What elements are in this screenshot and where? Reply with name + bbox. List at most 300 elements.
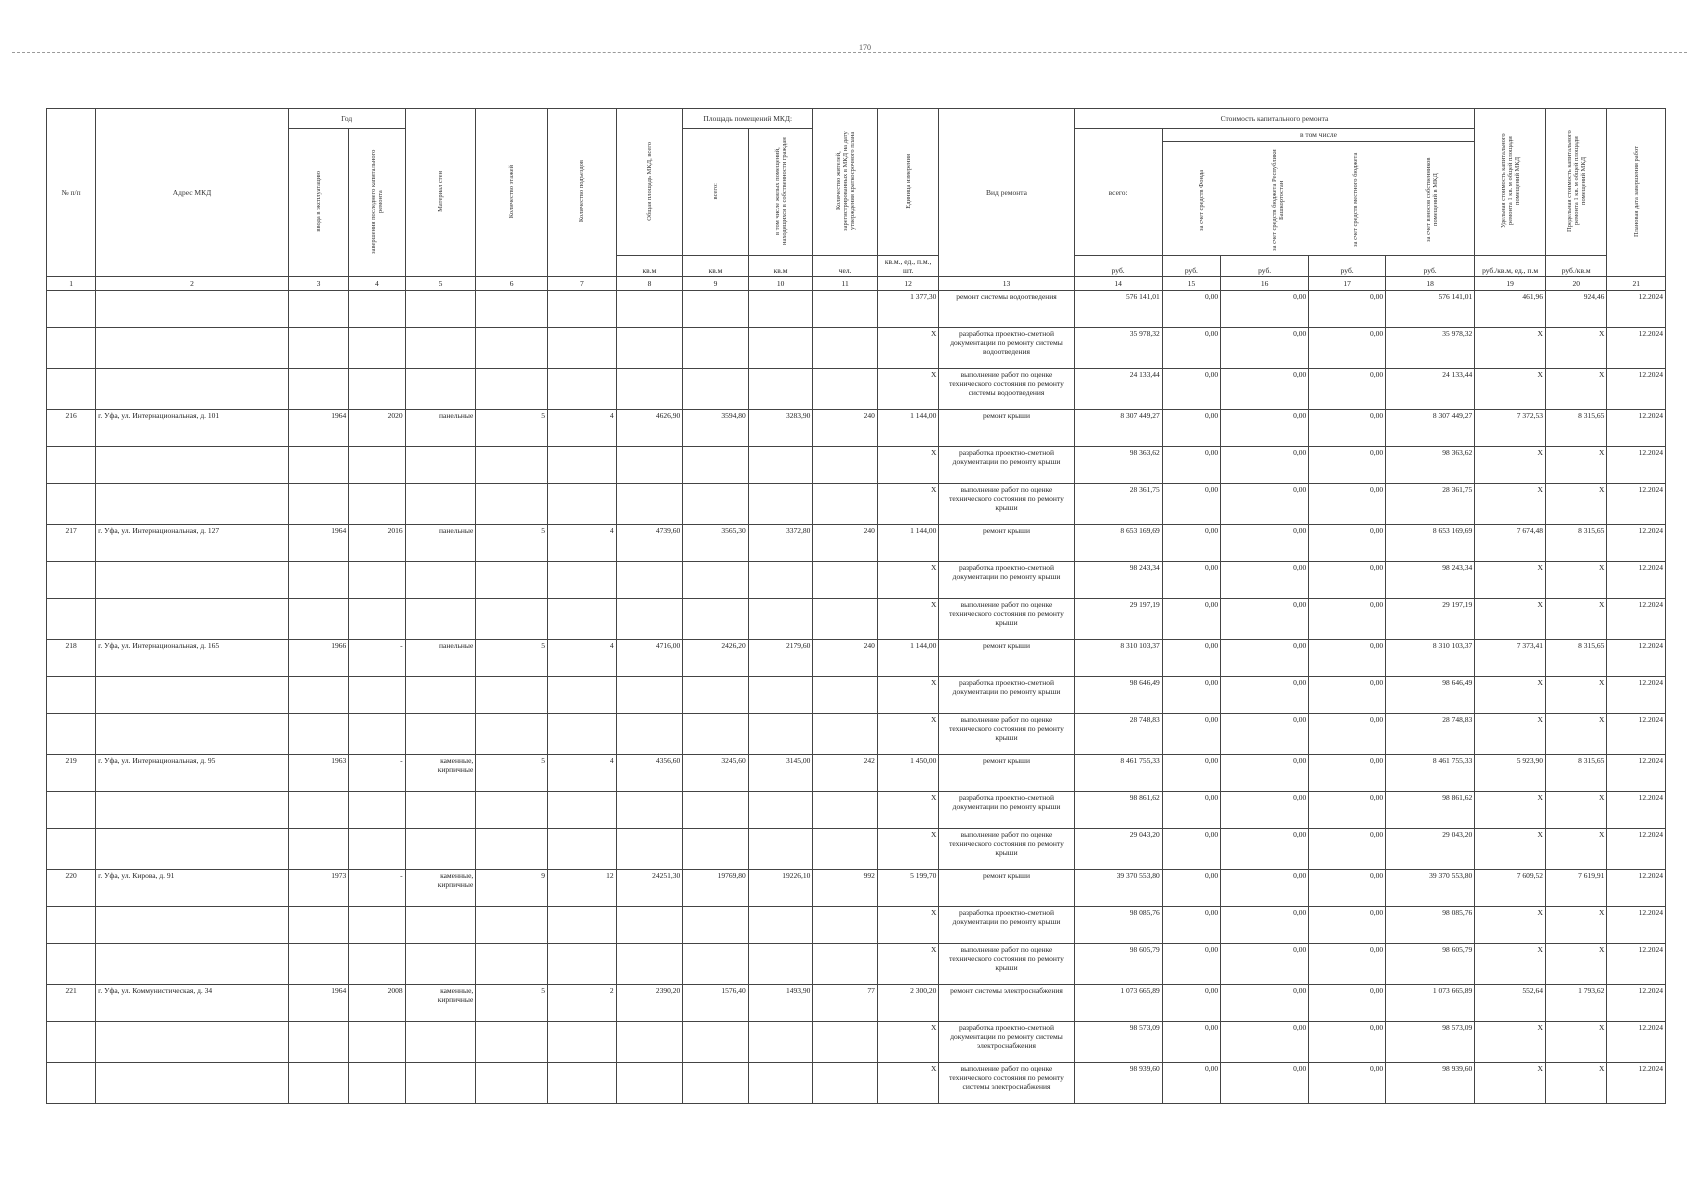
cell-work: выполнение работ по оценке технического состояния по ремонту крыши bbox=[939, 944, 1074, 985]
cell-local: 0,00 bbox=[1309, 291, 1386, 328]
cell-work: ремонт системы электроснабжения bbox=[939, 985, 1074, 1022]
cell-residents bbox=[813, 447, 878, 484]
cell-work: выполнение работ по оценке технического состояния по ремонту системы водоотведения bbox=[939, 369, 1074, 410]
cell-rb: 0,00 bbox=[1221, 944, 1309, 985]
header-cost-group: Стоимость капитального ремонта bbox=[1074, 109, 1475, 129]
header-col-20-text: Предельная стоимость капитального ремонта 1 кв. м общей площади помещений МКД bbox=[1565, 130, 1587, 232]
cell-area-all: 3565,30 bbox=[683, 525, 749, 562]
cell-address bbox=[96, 484, 289, 525]
cell-repaired bbox=[349, 907, 405, 944]
cell-no bbox=[47, 328, 96, 369]
cell-owners: 35 978,32 bbox=[1386, 328, 1475, 369]
cell-work: выполнение работ по оценке технического состояния по ремонту крыши bbox=[939, 714, 1074, 755]
cell-owners: 28 361,75 bbox=[1386, 484, 1475, 525]
cell-material: каменные, кирпичные bbox=[405, 870, 476, 907]
cell-owners: 576 141,01 bbox=[1386, 291, 1475, 328]
cell-limit: X bbox=[1545, 829, 1606, 870]
cell-specific: 7 609,52 bbox=[1475, 870, 1546, 907]
cell-area-res: 1493,90 bbox=[748, 985, 813, 1022]
cell-no bbox=[47, 369, 96, 410]
header-col-17-text: за счет средств местного бюджета bbox=[1351, 152, 1359, 248]
unit-col-16: руб. bbox=[1221, 256, 1309, 277]
cell-floors: 5 bbox=[476, 985, 548, 1022]
cell-fund: 0,00 bbox=[1162, 291, 1220, 328]
cell-built bbox=[288, 1022, 348, 1063]
cell-local: 0,00 bbox=[1309, 410, 1386, 447]
cell-limit: 924,46 bbox=[1545, 291, 1606, 328]
cell-specific: 461,96 bbox=[1475, 291, 1546, 328]
cell-rb: 0,00 bbox=[1221, 985, 1309, 1022]
cell-area-res: 3283,90 bbox=[748, 410, 813, 447]
cell-material bbox=[405, 369, 476, 410]
cell-total: 39 370 553,80 bbox=[1074, 870, 1162, 907]
cell-total-area bbox=[616, 792, 683, 829]
cell-address bbox=[96, 291, 289, 328]
cell-repaired bbox=[349, 291, 405, 328]
cell-entrances bbox=[548, 907, 617, 944]
header-col-19 bbox=[1475, 109, 1546, 256]
cell-entrances bbox=[548, 328, 617, 369]
cell-total: 98 861,62 bbox=[1074, 792, 1162, 829]
cell-repaired bbox=[349, 792, 405, 829]
cell-local: 0,00 bbox=[1309, 1022, 1386, 1063]
cell-total-area: 4356,60 bbox=[616, 755, 683, 792]
cell-area-res bbox=[748, 1022, 813, 1063]
cell-floors bbox=[476, 447, 548, 484]
cell-limit: 8 315,65 bbox=[1545, 640, 1606, 677]
cell-built: 1964 bbox=[288, 410, 348, 447]
cell-unit: X bbox=[877, 1063, 938, 1104]
col-number: 6 bbox=[476, 277, 548, 291]
cell-total-area bbox=[616, 1022, 683, 1063]
cell-repaired bbox=[349, 677, 405, 714]
header-year-group: Год bbox=[288, 109, 405, 129]
header-col-11-text: Количество жителей, зарегистрированных в МКД на дату утверждения краткосрочного плана bbox=[834, 131, 856, 231]
cell-owners: 98 363,62 bbox=[1386, 447, 1475, 484]
cell-limit: X bbox=[1545, 944, 1606, 985]
cell-date: 12.2024 bbox=[1607, 562, 1666, 599]
header-col-3-text: ввода в эксплуатацию bbox=[315, 171, 323, 232]
cell-residents bbox=[813, 907, 878, 944]
cell-total-area: 4716,00 bbox=[616, 640, 683, 677]
header-col-7-text: Количество подъездов bbox=[578, 160, 586, 223]
cell-rb: 0,00 bbox=[1221, 291, 1309, 328]
cell-date: 12.2024 bbox=[1607, 944, 1666, 985]
cell-floors bbox=[476, 907, 548, 944]
cell-limit: 8 315,65 bbox=[1545, 525, 1606, 562]
cell-owners: 98 573,09 bbox=[1386, 1022, 1475, 1063]
cell-limit: X bbox=[1545, 1063, 1606, 1104]
cell-limit: X bbox=[1545, 714, 1606, 755]
cell-rb: 0,00 bbox=[1221, 677, 1309, 714]
cell-unit: 2 300,20 bbox=[877, 985, 938, 1022]
cell-built bbox=[288, 599, 348, 640]
cell-total: 8 461 755,33 bbox=[1074, 755, 1162, 792]
header-col-16-text: за счет средств бюджета Республики Башкортостан bbox=[1271, 149, 1286, 251]
cell-no bbox=[47, 944, 96, 985]
cell-rb: 0,00 bbox=[1221, 755, 1309, 792]
header-row-1 bbox=[47, 109, 1666, 129]
cell-local: 0,00 bbox=[1309, 829, 1386, 870]
header-col-8-text: Общая площадь МКД, всего bbox=[645, 141, 653, 221]
cell-total: 8 307 449,27 bbox=[1074, 410, 1162, 447]
cell-floors bbox=[476, 599, 548, 640]
cell-owners: 98 605,79 bbox=[1386, 944, 1475, 985]
cell-total-area bbox=[616, 562, 683, 599]
cell-entrances bbox=[548, 1022, 617, 1063]
cell-rb: 0,00 bbox=[1221, 1022, 1309, 1063]
header-col-6-text: Количество этажей bbox=[508, 164, 516, 219]
cell-rb: 0,00 bbox=[1221, 328, 1309, 369]
cell-rb: 0,00 bbox=[1221, 907, 1309, 944]
cell-no bbox=[47, 907, 96, 944]
cell-floors bbox=[476, 291, 548, 328]
header-col-5-text: Материал стен bbox=[436, 171, 444, 212]
header-col-21 bbox=[1607, 109, 1666, 277]
cell-repaired bbox=[349, 714, 405, 755]
cell-unit: X bbox=[877, 829, 938, 870]
cell-specific: X bbox=[1475, 484, 1546, 525]
cell-local: 0,00 bbox=[1309, 907, 1386, 944]
cell-area-res bbox=[748, 1063, 813, 1104]
cell-owners: 39 370 553,80 bbox=[1386, 870, 1475, 907]
header-col-3 bbox=[288, 129, 348, 277]
cell-built bbox=[288, 1063, 348, 1104]
cell-local: 0,00 bbox=[1309, 870, 1386, 907]
cell-limit: 8 315,65 bbox=[1545, 755, 1606, 792]
cell-rb: 0,00 bbox=[1221, 792, 1309, 829]
cell-floors: 5 bbox=[476, 640, 548, 677]
cell-total: 29 043,20 bbox=[1074, 829, 1162, 870]
cell-specific: X bbox=[1475, 907, 1546, 944]
cell-local: 0,00 bbox=[1309, 755, 1386, 792]
cell-fund: 0,00 bbox=[1162, 677, 1220, 714]
cell-local: 0,00 bbox=[1309, 985, 1386, 1022]
col-number: 20 bbox=[1545, 277, 1606, 291]
header-col-12 bbox=[877, 109, 938, 256]
cell-floors bbox=[476, 829, 548, 870]
cell-total: 98 363,62 bbox=[1074, 447, 1162, 484]
cell-limit: X bbox=[1545, 484, 1606, 525]
col-number: 18 bbox=[1386, 277, 1475, 291]
cell-local: 0,00 bbox=[1309, 714, 1386, 755]
cell-work: разработка проектно-сметной документации по ремонту крыши bbox=[939, 447, 1074, 484]
cell-entrances: 4 bbox=[548, 410, 617, 447]
cell-repaired: - bbox=[349, 755, 405, 792]
cell-area-res bbox=[748, 291, 813, 328]
cell-area-res bbox=[748, 792, 813, 829]
col-number: 8 bbox=[616, 277, 683, 291]
cell-total: 29 197,19 bbox=[1074, 599, 1162, 640]
cell-rb: 0,00 bbox=[1221, 640, 1309, 677]
cell-no bbox=[47, 484, 96, 525]
cell-address: г. Уфа, ул. Коммунистическая, д. 34 bbox=[96, 985, 289, 1022]
header-col-11 bbox=[813, 109, 878, 256]
cell-unit: 1 450,00 bbox=[877, 755, 938, 792]
cell-address bbox=[96, 1022, 289, 1063]
unit-col-11: чел. bbox=[813, 256, 878, 277]
cell-address: г. Уфа, ул. Интернациональная, д. 95 bbox=[96, 755, 289, 792]
cell-unit: X bbox=[877, 1022, 938, 1063]
cell-owners: 98 861,62 bbox=[1386, 792, 1475, 829]
cell-material bbox=[405, 599, 476, 640]
cell-unit: 1 377,30 bbox=[877, 291, 938, 328]
cell-area-res bbox=[748, 599, 813, 640]
cell-area-res bbox=[748, 484, 813, 525]
cell-repaired bbox=[349, 944, 405, 985]
cell-address bbox=[96, 1063, 289, 1104]
cell-unit: X bbox=[877, 792, 938, 829]
cell-owners: 8 461 755,33 bbox=[1386, 755, 1475, 792]
cell-address bbox=[96, 328, 289, 369]
cell-fund: 0,00 bbox=[1162, 599, 1220, 640]
cell-residents bbox=[813, 484, 878, 525]
cell-entrances: 4 bbox=[548, 525, 617, 562]
cell-local: 0,00 bbox=[1309, 640, 1386, 677]
cell-residents bbox=[813, 369, 878, 410]
cell-fund: 0,00 bbox=[1162, 447, 1220, 484]
cell-repaired: - bbox=[349, 640, 405, 677]
cell-rb: 0,00 bbox=[1221, 484, 1309, 525]
cell-limit: X bbox=[1545, 907, 1606, 944]
table-row bbox=[47, 599, 1666, 640]
cell-date: 12.2024 bbox=[1607, 755, 1666, 792]
cell-area-all bbox=[683, 1022, 749, 1063]
table-row bbox=[47, 291, 1666, 328]
col-number: 13 bbox=[939, 277, 1074, 291]
cell-floors: 5 bbox=[476, 410, 548, 447]
cell-built bbox=[288, 369, 348, 410]
cell-repaired bbox=[349, 599, 405, 640]
cell-date: 12.2024 bbox=[1607, 599, 1666, 640]
cell-material bbox=[405, 829, 476, 870]
cell-limit: X bbox=[1545, 599, 1606, 640]
unit-col-15: руб. bbox=[1162, 256, 1220, 277]
col-number: 4 bbox=[349, 277, 405, 291]
cell-work: ремонт крыши bbox=[939, 410, 1074, 447]
cell-area-all bbox=[683, 907, 749, 944]
cell-total: 576 141,01 bbox=[1074, 291, 1162, 328]
cell-residents: 77 bbox=[813, 985, 878, 1022]
cell-no: 218 bbox=[47, 640, 96, 677]
column-numbers-row bbox=[47, 277, 1666, 291]
table-row bbox=[47, 985, 1666, 1022]
cell-date: 12.2024 bbox=[1607, 447, 1666, 484]
cell-area-res: 19226,10 bbox=[748, 870, 813, 907]
cell-built: 1963 bbox=[288, 755, 348, 792]
cell-unit: X bbox=[877, 907, 938, 944]
header-col-1: № п/п bbox=[47, 109, 96, 277]
cell-entrances bbox=[548, 599, 617, 640]
cell-repaired bbox=[349, 1063, 405, 1104]
cell-address bbox=[96, 562, 289, 599]
cell-repaired: 2016 bbox=[349, 525, 405, 562]
cell-material: каменные, кирпичные bbox=[405, 755, 476, 792]
header-incl-columns bbox=[1165, 146, 1473, 254]
cell-no bbox=[47, 829, 96, 870]
header-col-7 bbox=[548, 109, 617, 277]
cell-address: г. Уфа, ул. Интернациональная, д. 165 bbox=[96, 640, 289, 677]
header-col-14: всего: bbox=[1074, 129, 1162, 256]
cell-area-all: 19769,80 bbox=[683, 870, 749, 907]
cell-local: 0,00 bbox=[1309, 677, 1386, 714]
cell-address: г. Уфа, ул. Интернациональная, д. 101 bbox=[96, 410, 289, 447]
cell-material: панельные bbox=[405, 410, 476, 447]
cell-specific: X bbox=[1475, 1022, 1546, 1063]
cell-built bbox=[288, 714, 348, 755]
unit-col-8: кв.м bbox=[616, 256, 683, 277]
cell-work: ремонт крыши bbox=[939, 870, 1074, 907]
table-row bbox=[47, 525, 1666, 562]
cell-total-area bbox=[616, 944, 683, 985]
table-row bbox=[47, 562, 1666, 599]
cell-total: 98 573,09 bbox=[1074, 1022, 1162, 1063]
cell-built bbox=[288, 907, 348, 944]
cell-fund: 0,00 bbox=[1162, 755, 1220, 792]
unit-col-19: руб./кв.м, ед., п.м bbox=[1475, 256, 1546, 277]
cell-total-area: 24251,30 bbox=[616, 870, 683, 907]
cell-floors: 9 bbox=[476, 870, 548, 907]
cell-fund: 0,00 bbox=[1162, 369, 1220, 410]
cell-date: 12.2024 bbox=[1607, 410, 1666, 447]
cell-area-all bbox=[683, 484, 749, 525]
cell-repaired bbox=[349, 447, 405, 484]
cell-area-all bbox=[683, 328, 749, 369]
unit-col-10: кв.м bbox=[748, 256, 813, 277]
cell-total-area bbox=[616, 907, 683, 944]
cell-no bbox=[47, 1063, 96, 1104]
cell-floors bbox=[476, 369, 548, 410]
cell-floors bbox=[476, 484, 548, 525]
cell-repaired: - bbox=[349, 870, 405, 907]
cell-repaired bbox=[349, 328, 405, 369]
cell-material bbox=[405, 447, 476, 484]
cell-owners: 98 939,60 bbox=[1386, 1063, 1475, 1104]
cell-built: 1964 bbox=[288, 985, 348, 1022]
cell-area-all: 2426,20 bbox=[683, 640, 749, 677]
cell-no bbox=[47, 599, 96, 640]
cell-area-res: 3145,00 bbox=[748, 755, 813, 792]
cell-entrances bbox=[548, 369, 617, 410]
cell-entrances bbox=[548, 484, 617, 525]
cell-rb: 0,00 bbox=[1221, 1063, 1309, 1104]
cell-rb: 0,00 bbox=[1221, 562, 1309, 599]
cell-address bbox=[96, 677, 289, 714]
cell-total: 28 361,75 bbox=[1074, 484, 1162, 525]
cell-fund: 0,00 bbox=[1162, 714, 1220, 755]
unit-col-18: руб. bbox=[1386, 256, 1475, 277]
cell-area-res bbox=[748, 829, 813, 870]
table-row bbox=[47, 447, 1666, 484]
cell-fund: 0,00 bbox=[1162, 525, 1220, 562]
cell-area-res bbox=[748, 328, 813, 369]
cell-built bbox=[288, 291, 348, 328]
cell-entrances: 2 bbox=[548, 985, 617, 1022]
table-row bbox=[47, 640, 1666, 677]
cell-floors bbox=[476, 714, 548, 755]
table-row bbox=[47, 369, 1666, 410]
header-col-21-text: Плановая дата завершения работ bbox=[1632, 145, 1640, 238]
col-number: 5 bbox=[405, 277, 476, 291]
table-row bbox=[47, 1063, 1666, 1104]
table-row bbox=[47, 1022, 1666, 1063]
col-number: 15 bbox=[1162, 277, 1220, 291]
table-row bbox=[47, 677, 1666, 714]
cell-no: 219 bbox=[47, 755, 96, 792]
header-area-group: Площадь помещений МКД: bbox=[683, 109, 813, 129]
cell-repaired bbox=[349, 1022, 405, 1063]
cell-no bbox=[47, 1022, 96, 1063]
cell-built bbox=[288, 829, 348, 870]
cell-repaired bbox=[349, 484, 405, 525]
cell-fund: 0,00 bbox=[1162, 829, 1220, 870]
cell-unit: 1 144,00 bbox=[877, 640, 938, 677]
cell-material bbox=[405, 714, 476, 755]
col-number: 11 bbox=[813, 277, 878, 291]
cell-total-area bbox=[616, 714, 683, 755]
table-row bbox=[47, 755, 1666, 792]
col-number: 16 bbox=[1221, 277, 1309, 291]
cell-fund: 0,00 bbox=[1162, 1063, 1220, 1104]
col-number: 9 bbox=[683, 277, 749, 291]
cell-unit: 1 144,00 bbox=[877, 525, 938, 562]
cell-area-res bbox=[748, 369, 813, 410]
cell-no bbox=[47, 677, 96, 714]
cell-work: выполнение работ по оценке технического состояния по ремонту крыши bbox=[939, 829, 1074, 870]
cell-material bbox=[405, 328, 476, 369]
page-number: 170 bbox=[859, 43, 871, 52]
table-row bbox=[47, 410, 1666, 447]
cell-work: ремонт крыши bbox=[939, 755, 1074, 792]
cell-total-area bbox=[616, 599, 683, 640]
cell-entrances bbox=[548, 562, 617, 599]
cell-address bbox=[96, 714, 289, 755]
unit-col-12: кв.м., ед., п.м., шт. bbox=[877, 256, 938, 277]
col-number: 21 bbox=[1607, 277, 1666, 291]
cell-area-res bbox=[748, 677, 813, 714]
header-incl-group bbox=[1162, 129, 1475, 256]
cell-residents bbox=[813, 792, 878, 829]
cell-rb: 0,00 bbox=[1221, 829, 1309, 870]
cell-floors bbox=[476, 677, 548, 714]
cell-rb: 0,00 bbox=[1221, 447, 1309, 484]
col-number: 3 bbox=[288, 277, 348, 291]
cell-local: 0,00 bbox=[1309, 328, 1386, 369]
cell-limit: X bbox=[1545, 1022, 1606, 1063]
cell-total: 98 243,34 bbox=[1074, 562, 1162, 599]
cell-local: 0,00 bbox=[1309, 525, 1386, 562]
cell-date: 12.2024 bbox=[1607, 369, 1666, 410]
cell-total-area bbox=[616, 677, 683, 714]
cell-specific: 7 674,48 bbox=[1475, 525, 1546, 562]
cell-residents bbox=[813, 1063, 878, 1104]
header-col-8 bbox=[616, 109, 683, 256]
cell-address bbox=[96, 447, 289, 484]
cell-entrances bbox=[548, 714, 617, 755]
header-col-4-text: завершения последнего капитального ремонта bbox=[369, 149, 384, 254]
cell-entrances bbox=[548, 792, 617, 829]
cell-residents bbox=[813, 599, 878, 640]
cell-specific: X bbox=[1475, 599, 1546, 640]
cell-unit: X bbox=[877, 328, 938, 369]
cell-built: 1973 bbox=[288, 870, 348, 907]
cell-floors bbox=[476, 944, 548, 985]
cell-material: панельные bbox=[405, 640, 476, 677]
cell-local: 0,00 bbox=[1309, 562, 1386, 599]
cell-address: г. Уфа, ул. Интернациональная, д. 127 bbox=[96, 525, 289, 562]
cell-total: 8 310 103,37 bbox=[1074, 640, 1162, 677]
cell-no bbox=[47, 562, 96, 599]
